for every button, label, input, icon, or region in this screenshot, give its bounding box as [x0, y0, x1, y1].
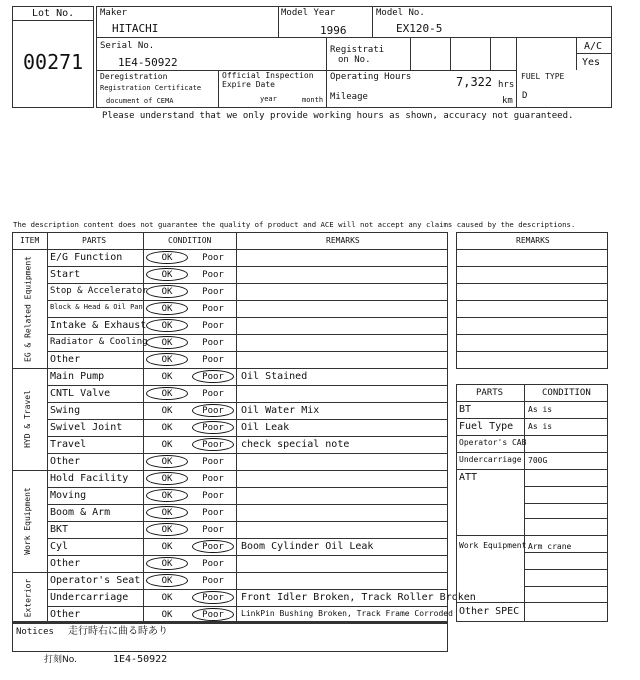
row-rule: [47, 402, 448, 403]
part-name: BKT: [50, 524, 69, 535]
selected-circle: [146, 523, 188, 536]
right-row-rule: [456, 452, 608, 453]
row-rule: [47, 351, 448, 352]
notices-value: 走行時右に曲る時あり: [68, 626, 168, 637]
selected-circle: [146, 387, 188, 400]
selected-circle: [146, 472, 188, 485]
row-rule: [47, 487, 448, 488]
right-part-name: BT: [459, 404, 472, 415]
condition-ok: OK: [161, 610, 173, 620]
part-name: Other: [50, 354, 81, 365]
selected-circle: [146, 353, 188, 366]
registration-label-2: on No.: [338, 55, 371, 65]
fuel-type-value: D: [522, 91, 528, 101]
official-inspection-label: Official Inspection: [222, 71, 314, 80]
selected-circle: [146, 489, 188, 502]
part-name: Operator's Seat: [50, 575, 141, 586]
right-remarks-header: REMARKS: [516, 236, 550, 245]
row-rule: [47, 436, 448, 437]
part-name: Main Pump: [50, 371, 105, 382]
stamp-value: 1E4-50922: [113, 654, 168, 665]
condition-poor: Poor: [202, 593, 224, 603]
remarks-rule: [456, 249, 608, 250]
row-rule: [47, 572, 448, 573]
condition-ok: OK: [161, 304, 173, 314]
part-name: Cyl: [50, 541, 69, 552]
stamp-label: 打刻No.: [44, 655, 77, 665]
part-name: Stop & Accelerator: [50, 286, 148, 296]
row-rule: [47, 368, 448, 369]
row-rule: [47, 419, 448, 420]
condition-poor: Poor: [202, 474, 224, 484]
serial-value: 1E4-50922: [118, 56, 178, 69]
part-name: Block & Head & Oil Pan: [50, 303, 143, 311]
registration-cert-label: Registration Certificate: [100, 84, 202, 92]
condition-ok: OK: [161, 338, 173, 348]
condition-ok: OK: [161, 406, 173, 416]
remarks-rule: [456, 266, 608, 267]
row-rule: [47, 606, 448, 607]
condition-poor: Poor: [202, 253, 224, 263]
part-name: Radiator & Cooling: [50, 337, 148, 347]
right-part-name: Work Equipment: [459, 541, 527, 550]
col-remarks: REMARKS: [326, 236, 360, 245]
condition-poor: Poor: [202, 542, 224, 552]
month-label: month: [302, 96, 324, 104]
part-name: Undercarriage: [50, 592, 129, 603]
col-condition: CONDITION: [168, 236, 212, 245]
row-rule: [47, 283, 448, 284]
selected-circle: [192, 370, 234, 383]
condition-ok: OK: [161, 270, 173, 280]
remark-text: Oil Leak: [241, 422, 290, 433]
right-row-rule: [456, 418, 608, 419]
condition-ok: OK: [161, 593, 173, 603]
right-part-name: Fuel Type: [459, 421, 514, 432]
condition-poor: Poor: [202, 559, 224, 569]
part-name: Swing: [50, 405, 81, 416]
condition-ok: OK: [161, 525, 173, 535]
right-part-name: Other SPEC: [459, 606, 520, 617]
condition-poor: Poor: [202, 508, 224, 518]
registration-label: Registrati: [330, 45, 385, 55]
header-rule: [12, 249, 448, 250]
hours-note: Please understand that we only provide working hours as shown, accuracy not guaranteed.: [102, 111, 574, 121]
serial-label: Serial No.: [100, 41, 155, 51]
condition-ok: OK: [161, 542, 173, 552]
group-label: EG & Related Equipment: [23, 255, 32, 362]
right-header-rule: [456, 401, 608, 402]
condition-poor: Poor: [202, 355, 224, 365]
right-part-name: Operator's CAB: [459, 438, 527, 447]
part-name: Other: [50, 456, 81, 467]
col-parts: PARTS: [82, 236, 107, 245]
right-condition-value: Arm crane: [528, 542, 572, 551]
expire-date-label: Expire Date: [222, 80, 275, 89]
part-name: Start: [50, 269, 81, 280]
selected-circle: [192, 404, 234, 417]
row-rule: [47, 589, 448, 590]
group-label: Work Equipment: [23, 487, 32, 555]
selected-circle: [146, 319, 188, 332]
maker-label: Maker: [100, 8, 128, 18]
part-name: Swivel Joint: [50, 422, 123, 433]
condition-ok: OK: [161, 372, 173, 382]
row-rule: [47, 521, 448, 522]
row-rule: [47, 317, 448, 318]
right-sub-rule: [524, 552, 608, 553]
remarks-rule: [456, 300, 608, 301]
selected-circle: [146, 336, 188, 349]
condition-poor: Poor: [202, 491, 224, 501]
selected-circle: [146, 302, 188, 315]
remarks-rule: [456, 334, 608, 335]
condition-ok: OK: [161, 491, 173, 501]
operating-hours-value: 7,322: [456, 75, 493, 89]
lot-number: 00271: [23, 50, 84, 74]
right-parts-header: PARTS: [476, 388, 504, 398]
ac-label: A/C: [584, 41, 603, 52]
condition-poor: Poor: [202, 440, 224, 450]
right-row-rule: [456, 602, 608, 603]
right-row-rule: [456, 469, 608, 470]
condition-ok: OK: [161, 474, 173, 484]
condition-ok: OK: [161, 457, 173, 467]
right-condition-header: CONDITION: [542, 388, 591, 398]
condition-ok: OK: [161, 440, 173, 450]
mileage-label: Mileage: [330, 92, 368, 102]
condition-poor: Poor: [202, 338, 224, 348]
condition-poor: Poor: [202, 406, 224, 416]
selected-circle: [192, 540, 234, 553]
condition-ok: OK: [161, 389, 173, 399]
condition-poor: Poor: [202, 389, 224, 399]
model-year-value: 1996: [320, 24, 347, 37]
remark-text: Oil Water Mix: [241, 405, 320, 416]
condition-poor: Poor: [202, 525, 224, 535]
remarks-rule: [456, 317, 608, 318]
right-sub-rule: [524, 486, 608, 487]
group-label: HYD & Travel: [23, 390, 32, 448]
operating-hours-label: Operating Hours: [330, 72, 412, 82]
col-item: ITEM: [20, 236, 40, 245]
right-sub-rule: [524, 518, 608, 519]
right-part-name: ATT: [459, 472, 478, 483]
row-rule: [47, 334, 448, 335]
condition-poor: Poor: [202, 304, 224, 314]
selected-circle: [146, 455, 188, 468]
remarks-rule: [456, 283, 608, 284]
model-no-label: Model No.: [376, 8, 425, 18]
row-rule: [47, 538, 448, 539]
condition-poor: Poor: [202, 576, 224, 586]
group-label: Exterior: [23, 578, 32, 617]
remark-text: LinkPin Bushing Broken, Track Frame Corroded: [241, 609, 453, 618]
condition-ok: OK: [161, 253, 173, 263]
part-name: Boom & Arm: [50, 507, 111, 518]
row-rule: [47, 470, 448, 471]
selected-circle: [146, 506, 188, 519]
row-rule: [47, 504, 448, 505]
remarks-rule: [456, 351, 608, 352]
row-rule: [47, 453, 448, 454]
condition-ok: OK: [161, 508, 173, 518]
right-condition-value: As is: [528, 405, 553, 414]
condition-ok: OK: [161, 321, 173, 331]
selected-circle: [146, 557, 188, 570]
right-condition-value: As is: [528, 422, 553, 431]
row-rule: [47, 555, 448, 556]
condition-ok: OK: [161, 355, 173, 365]
row-rule: [47, 300, 448, 301]
part-name: Moving: [50, 490, 87, 501]
km-label: km: [502, 96, 513, 106]
selected-circle: [146, 574, 188, 587]
selected-circle: [146, 268, 188, 281]
right-sub-rule: [524, 586, 608, 587]
cema-label: document of CEMA: [106, 97, 174, 105]
right-part-name: Undercarriage: [459, 455, 522, 464]
remark-text: Boom Cylinder Oil Leak: [241, 541, 374, 552]
right-condition-value: 700G: [528, 456, 548, 465]
remark-text: Oil Stained: [241, 371, 308, 382]
remark-text: check special note: [241, 439, 350, 450]
selected-circle: [146, 285, 188, 298]
condition-poor: Poor: [202, 321, 224, 331]
row-rule: [47, 385, 448, 386]
notices-label: Notices: [16, 627, 54, 637]
part-name: CNTL Valve: [50, 388, 111, 399]
right-sub-rule: [524, 569, 608, 570]
deregistration-label: Deregistration: [100, 72, 168, 81]
hrs-label: hrs: [498, 80, 515, 90]
selected-circle: [192, 608, 234, 621]
model-no-value: EX120-5: [396, 22, 443, 35]
part-name: E/G Function: [50, 252, 123, 263]
disclaimer: The description content does not guarantee the quality of product and ACE will not accept any claims caused by the descriptions.: [13, 220, 576, 229]
condition-poor: Poor: [202, 372, 224, 382]
right-row-rule: [456, 435, 608, 436]
condition-poor: Poor: [202, 610, 224, 620]
condition-ok: OK: [161, 559, 173, 569]
condition-ok: OK: [161, 287, 173, 297]
model-year-label: Model Year: [281, 8, 336, 18]
part-name: Hold Facility: [50, 473, 129, 484]
condition-ok: OK: [161, 576, 173, 586]
selected-circle: [192, 591, 234, 604]
part-name: Other: [50, 609, 81, 620]
row-rule: [47, 266, 448, 267]
selected-circle: [192, 438, 234, 451]
lot-label: Lot No.: [32, 8, 75, 19]
condition-poor: Poor: [202, 287, 224, 297]
maker-value: HITACHI: [112, 22, 159, 35]
part-name: Travel: [50, 439, 87, 450]
right-row-rule: [456, 535, 608, 536]
right-sub-rule: [524, 503, 608, 504]
part-name: Intake & Exhaust: [50, 320, 147, 331]
condition-ok: OK: [161, 423, 173, 433]
year-label: year: [260, 95, 277, 103]
condition-poor: Poor: [202, 423, 224, 433]
ac-value: Yes: [582, 57, 601, 68]
selected-circle: [192, 421, 234, 434]
condition-poor: Poor: [202, 270, 224, 280]
part-name: Other: [50, 558, 81, 569]
fuel-type-label: FUEL TYPE: [521, 72, 565, 81]
condition-poor: Poor: [202, 457, 224, 467]
selected-circle: [146, 251, 188, 264]
remark-text: Front Idler Broken, Track Roller Broken: [241, 592, 476, 603]
